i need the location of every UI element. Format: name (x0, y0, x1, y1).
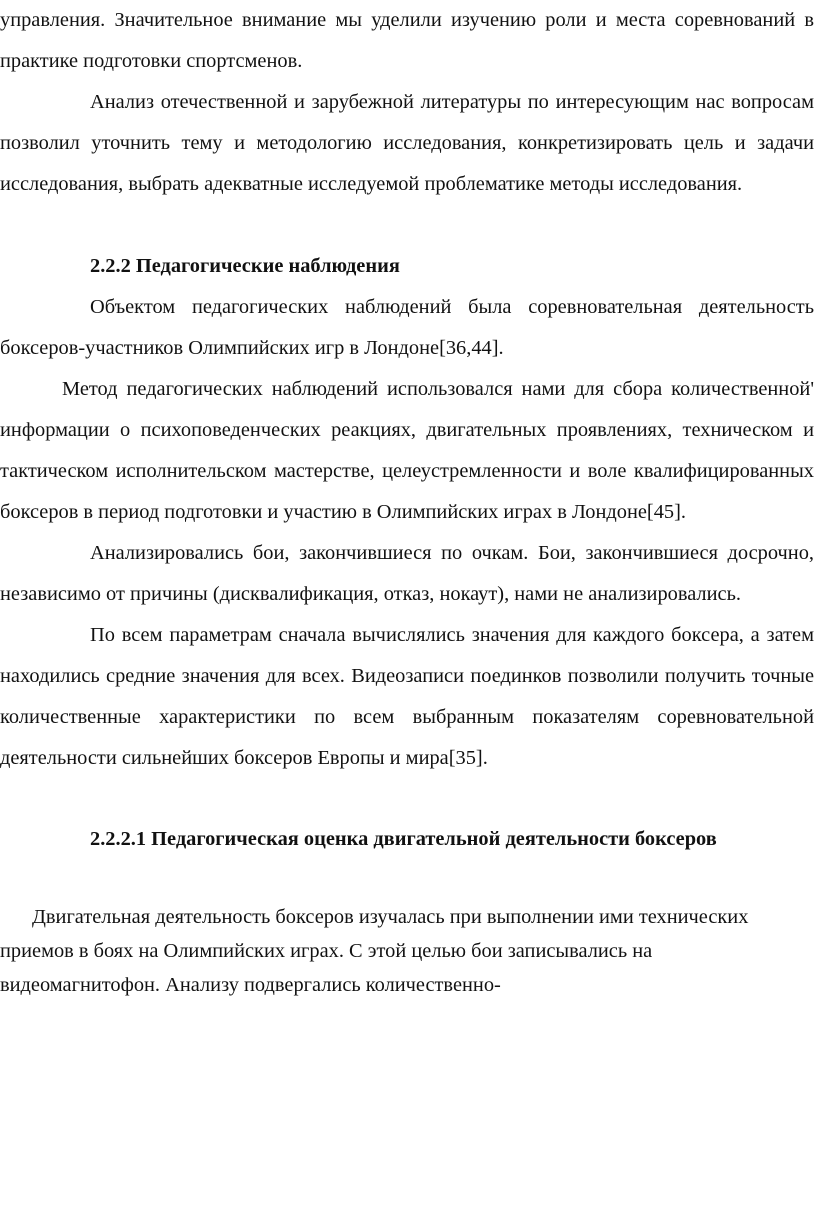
spacer (0, 779, 814, 819)
paragraph-continuation: управления. Значительное внимание мы уделили изучению роли и места соревнований в практике подготовки спортсменов. (0, 9, 814, 72)
paragraph-literature-analysis: Анализ отечественной и зарубежной литературы по интересующим нас вопросам позволил уточнить тему и методологию исследования, конкретизировать цель и задачи исследования, выбрать адекватные исследуемой проблематике методы исследования. (0, 91, 814, 195)
paragraph-parameters: По всем параметрам сначала вычислялись значения для каждого боксера, а затем находились средние значения для всех. Видеозаписи поединков позволили получить точные количественные характеристики по всем выбранным показателям соревновательной деятельности сильнейших боксеров Европы и мира[35]. (0, 624, 814, 769)
spacer (0, 860, 814, 900)
spacer (0, 205, 814, 246)
paragraph-observation-method: Метод педагогических наблюдений использовался нами для сбора количественной' информации о психоповеденческих реакциях, двигательных проявлениях, техническом и тактическом исполнительском мастерстве, целеустремленности и воле квалифицированных боксеров в период подготовки и участию в Олимпийских играх в Лондоне[45]. (0, 378, 814, 523)
paragraph-observation-object: Объектом педагогических наблюдений была соревновательная деятельность боксеров-участников Олимпийских игр в Лондоне[36,44]. (0, 296, 814, 359)
section-heading-2-2-2-1: 2.2.2.1 Педагогическая оценка двигательной деятельности боксеров (90, 828, 717, 850)
paragraph-motor-activity: Двигательная деятельность боксеров изучалась при выполнении ими технических приемов в боях на Олимпийских играх. С этой целью бои записывались на видеомагнитофон. Анализу подвергались количественно- (0, 906, 749, 996)
paragraph-analyzed-bouts: Анализировались бои, закончившиеся по очкам. Бои, закончившиеся досрочно, независимо от причины (дисквалификация, отказ, нокаут), нами не анализировались. (0, 542, 814, 605)
section-heading-2-2-2: 2.2.2 Педагогические наблюдения (90, 255, 400, 277)
